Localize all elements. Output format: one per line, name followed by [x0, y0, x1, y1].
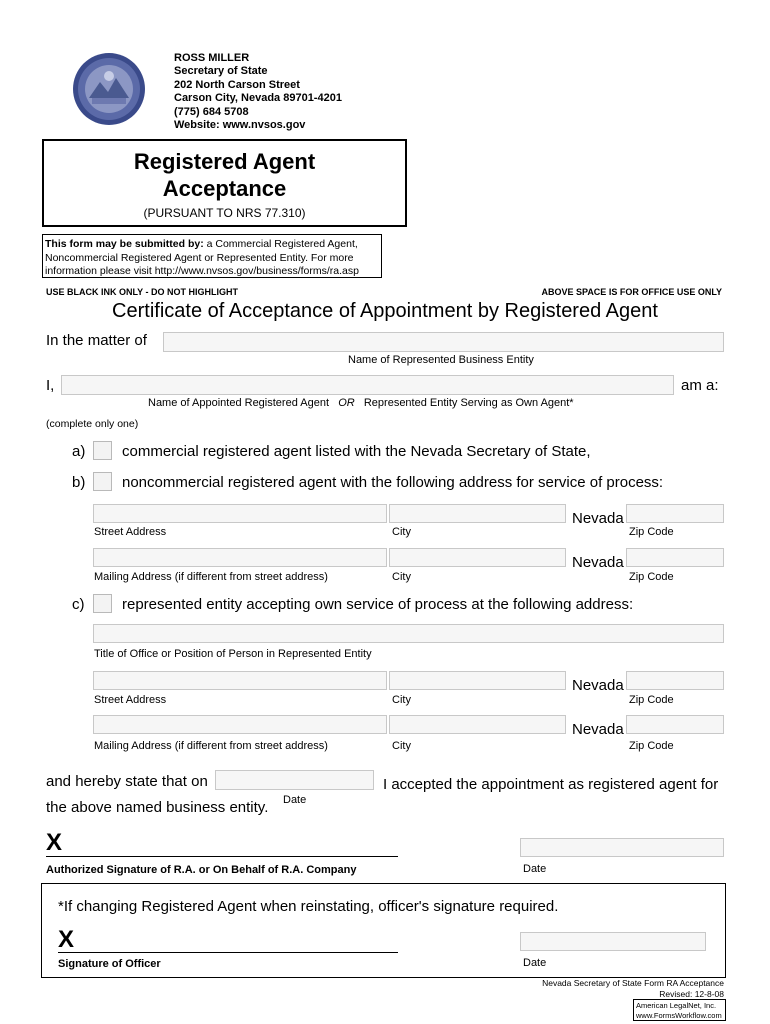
option-b-checkbox[interactable]	[93, 472, 112, 491]
complete-only-one: (complete only one)	[46, 418, 139, 430]
header-line: Website: www.nvsos.gov	[174, 119, 306, 132]
c-street-city-field[interactable]	[389, 671, 566, 690]
submit-note-bold: This form may be submitted by:	[45, 238, 204, 250]
b-street-state: Nevada	[572, 510, 624, 527]
matter-caption: Name of Represented Business Entity	[348, 354, 534, 366]
c-mailing-city-field[interactable]	[389, 715, 566, 734]
b-mailing-zip-caption: Zip Code	[629, 571, 674, 583]
submit-note-line3: information please visit http://www.nvsos.gov/business/forms/ra.asp	[45, 265, 359, 277]
officer-date-caption: Date	[523, 957, 547, 969]
officer-signature-date-field[interactable]	[520, 932, 706, 951]
represented-entity-name-field[interactable]	[163, 332, 724, 352]
option-a-letter: a)	[72, 443, 86, 460]
acceptance-date-caption: Date	[283, 794, 307, 806]
c-zip-caption: Zip Code	[629, 694, 674, 706]
agent-caption-or: OR	[338, 397, 355, 409]
header-line: Carson City, Nevada 89701-4201	[174, 92, 342, 105]
c-mailing-city-caption: City	[392, 740, 411, 752]
c-street-state: Nevada	[572, 677, 624, 694]
b-street-caption: Street Address	[94, 526, 167, 538]
option-b-text: noncommercial registered agent with the following address for service of process:	[122, 474, 664, 491]
title-line-1: Registered Agent	[133, 149, 316, 174]
agent-caption-b: Represented Entity Serving as Own Agent*	[363, 397, 574, 409]
option-a-text: commercial registered agent listed with the Nevada Secretary of State,	[122, 443, 591, 460]
ra-signature-line[interactable]	[46, 856, 398, 857]
b-mailing-state: Nevada	[572, 554, 624, 571]
officer-signature-caption: Signature of Officer	[58, 958, 161, 970]
c-mailing-state: Nevada	[572, 721, 624, 738]
office-use-notice: ABOVE SPACE IS FOR OFFICE USE ONLY	[541, 287, 722, 297]
title-subtitle: (PURSUANT TO NRS 77.310)	[143, 206, 306, 220]
c-street-address-field[interactable]	[93, 671, 387, 690]
title-line-2: Acceptance	[162, 176, 287, 201]
header-address	[174, 52, 342, 132]
c-mailing-zip-caption: Zip Code	[629, 740, 674, 752]
c-title-caption: Title of Office or Position of Person in Represented Entity	[94, 648, 372, 660]
c-street-caption: Street Address	[94, 694, 167, 706]
ra-signature-date-field[interactable]	[520, 838, 724, 857]
c-city-caption: City	[392, 694, 411, 706]
header-line: 202 North Carson Street	[174, 78, 300, 91]
matter-label: In the matter of	[46, 332, 147, 349]
acceptance-date-field[interactable]	[215, 770, 374, 790]
footer-publisher-2: www.FormsWorkflow.com	[636, 1011, 722, 1020]
header-line: ROSS MILLER	[174, 52, 250, 64]
ra-signature-x: X	[46, 829, 63, 856]
officer-signature-x: X	[58, 926, 75, 953]
state-seal-logo	[72, 52, 146, 126]
ra-signature-caption: Authorized Signature of R.A. or On Behalf of R.A. Company	[46, 864, 357, 876]
option-b-letter: b)	[72, 474, 86, 491]
header-line: Secretary of State	[174, 65, 268, 78]
b-mailing-address-field[interactable]	[93, 548, 387, 567]
officer-signature-line[interactable]	[58, 952, 398, 953]
agent-caption-a: Name of Appointed Registered Agent	[148, 397, 330, 409]
footer-revised: Revised: 12-8-08	[659, 989, 724, 999]
ra-date-caption: Date	[523, 863, 547, 875]
agent-caption	[148, 397, 574, 409]
am-a-label: am a:	[681, 377, 719, 394]
state-that-label: and hereby state that on	[46, 773, 208, 790]
submit-note-box	[42, 234, 382, 278]
b-mailing-zip-field[interactable]	[626, 548, 724, 567]
b-mailing-city-field[interactable]	[389, 548, 566, 567]
i-label: I,	[46, 377, 55, 394]
b-mailing-caption: Mailing Address (if different from street address)	[94, 571, 328, 583]
b-street-city-field[interactable]	[389, 504, 566, 523]
changing-note: *If changing Registered Agent when reinstating, officer's signature required.	[58, 898, 559, 915]
c-mailing-address-field[interactable]	[93, 715, 387, 734]
b-street-zip-field[interactable]	[626, 504, 724, 523]
footer-form-name: Nevada Secretary of State Form RA Acceptance	[542, 978, 724, 988]
header-line: (775) 684 5708	[174, 105, 249, 118]
c-street-zip-field[interactable]	[626, 671, 724, 690]
b-mailing-city-caption: City	[392, 571, 411, 583]
footer-publisher-box	[633, 999, 726, 1021]
footer-publisher-1: American LegalNet, Inc.	[636, 1001, 717, 1010]
submit-note-line1: a Commercial Registered Agent,	[203, 238, 358, 250]
title-box	[42, 139, 407, 227]
c-mailing-caption: Mailing Address (if different from street address)	[94, 740, 328, 752]
form-heading: Certificate of Acceptance of Appointment by Registered Agent	[112, 300, 658, 322]
registered-agent-name-field[interactable]	[61, 375, 674, 395]
ink-notice: USE BLACK INK ONLY - DO NOT HIGHLIGHT	[46, 287, 239, 297]
option-c-checkbox[interactable]	[93, 594, 112, 613]
submit-note-line2: Noncommercial Registered Agent or Represented Entity. For more	[45, 251, 354, 264]
c-mailing-zip-field[interactable]	[626, 715, 724, 734]
b-zip-caption: Zip Code	[629, 526, 674, 538]
option-c-text: represented entity accepting own service of process at the following address:	[122, 596, 634, 613]
c-title-of-office-field[interactable]	[93, 624, 724, 643]
above-named-label: the above named business entity.	[46, 799, 269, 816]
b-city-caption: City	[392, 526, 411, 538]
accepted-label: I accepted the appointment as registered agent for	[383, 776, 719, 793]
option-c-letter: c)	[72, 596, 85, 613]
b-street-address-field[interactable]	[93, 504, 387, 523]
option-a-checkbox[interactable]	[93, 441, 112, 460]
